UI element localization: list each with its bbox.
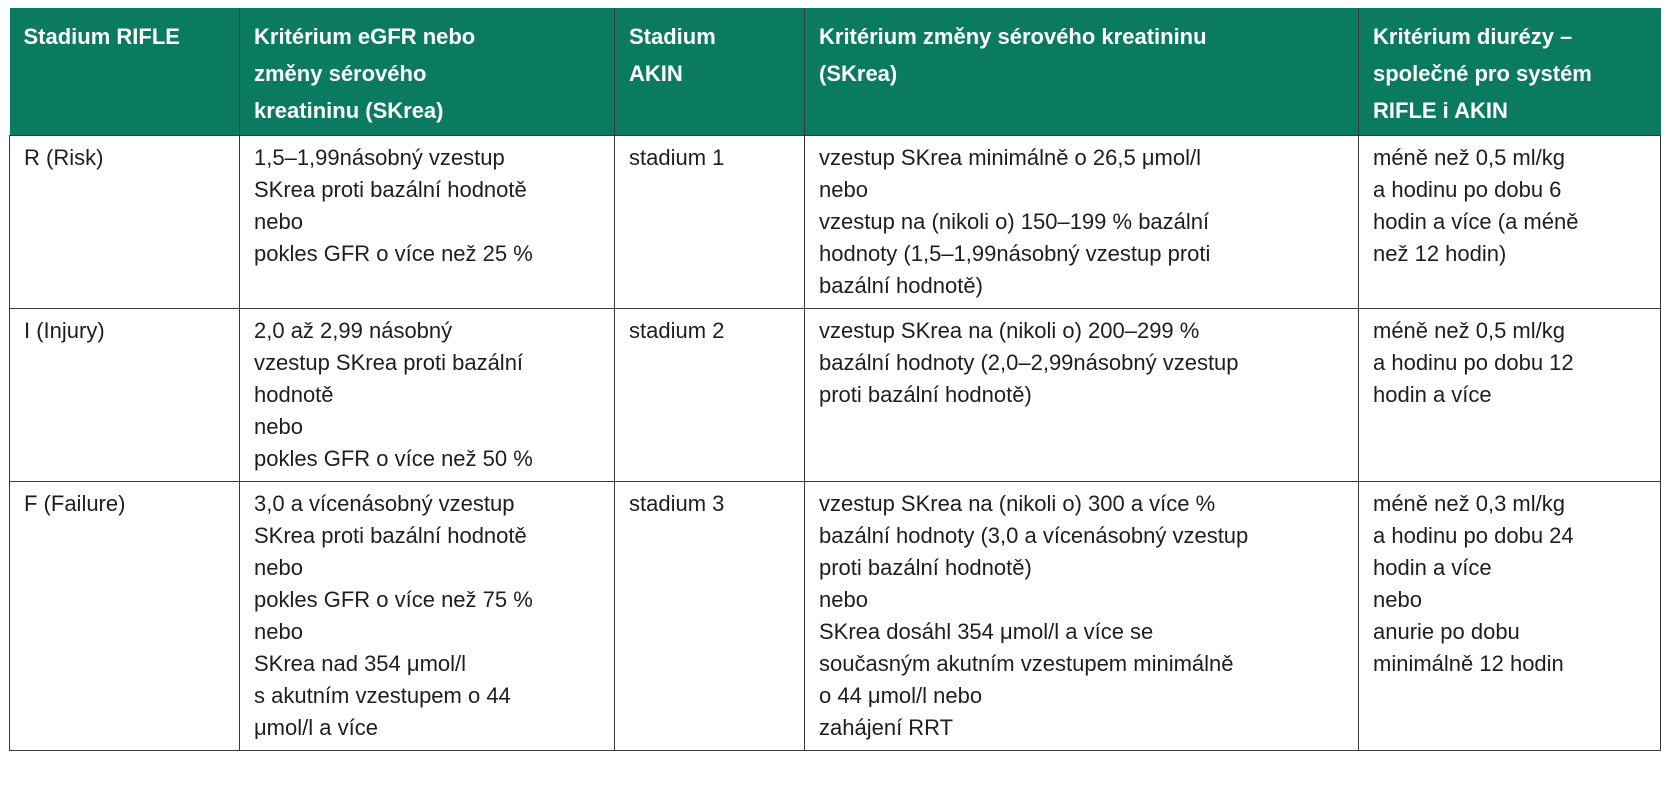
text-line: 1,5–1,99násobný vzestup	[254, 145, 505, 170]
text-line: Stadium RIFLE	[23, 24, 180, 49]
cell-skrea-criterion	[805, 482, 1359, 751]
text-line: vzestup SKrea minimálně o 26,5 μmol/l	[819, 145, 1201, 170]
text-line: než 12 hodin)	[1373, 241, 1507, 266]
header-row	[10, 8, 1661, 136]
text-line: 3,0 a vícenásobný vzestup	[254, 491, 515, 516]
table-row	[10, 136, 1661, 309]
text-line: nebo	[819, 587, 868, 612]
text-line: a hodinu po dobu 6	[1373, 177, 1562, 202]
text-line: pokles GFR o více než 75 %	[254, 587, 533, 612]
cell-egfr-criterion	[240, 482, 615, 751]
text-line: I (Injury)	[24, 318, 105, 343]
text-line: F (Failure)	[24, 491, 126, 516]
text-line: SKrea proti bazální hodnotě	[254, 523, 527, 548]
cell-rifle-stage	[10, 482, 240, 751]
cell-diuresis-criterion	[1359, 482, 1661, 751]
cell-rifle-stage	[10, 309, 240, 482]
rifle-akin-criteria-table	[9, 8, 1661, 751]
cell-egfr-criterion	[240, 136, 615, 309]
cell-egfr-criterion	[240, 309, 615, 482]
cell-diuresis-criterion	[1359, 309, 1661, 482]
text-line: stadium 3	[629, 491, 725, 516]
cell-diuresis-criterion	[1359, 136, 1661, 309]
header-egfr-criterion	[240, 8, 615, 136]
text-line: bazální hodnotě)	[819, 273, 983, 298]
text-line: pokles GFR o více než 50 %	[254, 446, 533, 471]
header-stadium-akin	[615, 8, 805, 136]
text-line: hodin a více (a méně	[1373, 209, 1579, 234]
text-line: a hodinu po dobu 12	[1373, 350, 1574, 375]
cell-akin-stage	[615, 482, 805, 751]
text-line: změny sérového	[254, 61, 427, 86]
text-line: kreatininu (SKrea)	[254, 98, 444, 123]
text-line: SKrea nad 354 μmol/l	[254, 651, 467, 676]
cell-skrea-criterion	[805, 136, 1359, 309]
text-line: SKrea proti bazální hodnotě	[254, 177, 527, 202]
text-line: proti bazální hodnotě)	[819, 555, 1032, 580]
text-line: Kritérium diurézy –	[1373, 24, 1573, 49]
text-line: stadium 2	[629, 318, 725, 343]
text-line: anurie po dobu	[1373, 619, 1520, 644]
text-line: (SKrea)	[819, 61, 898, 86]
text-line: vzestup SKrea proti bazální	[254, 350, 524, 375]
text-line: nebo	[254, 555, 303, 580]
table-row	[10, 309, 1661, 482]
text-line: méně než 0,5 ml/kg	[1373, 318, 1565, 343]
cell-akin-stage	[615, 136, 805, 309]
cell-rifle-stage	[10, 136, 240, 309]
text-line: proti bazální hodnotě)	[819, 382, 1032, 407]
table-row	[10, 482, 1661, 751]
text-line: Kritérium změny sérového kreatininu	[819, 24, 1207, 49]
text-line: vzestup na (nikoli o) 150–199 % bazální	[819, 209, 1210, 234]
text-line: vzestup SKrea na (nikoli o) 200–299 %	[819, 318, 1200, 343]
text-line: bazální hodnoty (2,0–2,99násobný vzestup	[819, 350, 1239, 375]
criteria-table-container	[9, 8, 1660, 751]
header-diuresis-criterion	[1359, 8, 1661, 136]
text-line: minimálně 12 hodin	[1373, 651, 1564, 676]
text-line: nebo	[819, 177, 868, 202]
text-line: R (Risk)	[24, 145, 104, 170]
header-skrea-criterion	[805, 8, 1359, 136]
text-line: hodnoty (1,5–1,99násobný vzestup proti	[819, 241, 1211, 266]
text-line: Kritérium eGFR nebo	[254, 24, 476, 49]
text-line: nebo	[254, 414, 303, 439]
header-stadium-rifle	[10, 8, 240, 136]
cell-skrea-criterion	[805, 309, 1359, 482]
text-line: o 44 μmol/l nebo	[819, 683, 983, 708]
text-line: μmol/l a více	[254, 715, 378, 740]
text-line: méně než 0,3 ml/kg	[1373, 491, 1565, 516]
text-line: nebo	[254, 209, 303, 234]
text-line: RIFLE i AKIN	[1373, 98, 1508, 123]
text-line: zahájení RRT	[819, 715, 954, 740]
text-line: méně než 0,5 ml/kg	[1373, 145, 1565, 170]
text-line: hodin a více	[1373, 555, 1492, 580]
text-line: Stadium	[629, 24, 716, 49]
text-line: hodin a více	[1373, 382, 1492, 407]
text-line: současným akutním vzestupem minimálně	[819, 651, 1234, 676]
text-line: a hodinu po dobu 24	[1373, 523, 1574, 548]
text-line: nebo	[1373, 587, 1422, 612]
text-line: nebo	[254, 619, 303, 644]
text-line: společné pro systém	[1373, 61, 1592, 86]
text-line: 2,0 až 2,99 násobný	[254, 318, 453, 343]
text-line: SKrea dosáhl 354 μmol/l a více se	[819, 619, 1154, 644]
text-line: hodnotě	[254, 382, 334, 407]
text-line: s akutním vzestupem o 44	[254, 683, 511, 708]
text-line: AKIN	[629, 61, 683, 86]
text-line: pokles GFR o více než 25 %	[254, 241, 533, 266]
text-line: vzestup SKrea na (nikoli o) 300 a více %	[819, 491, 1216, 516]
text-line: bazální hodnoty (3,0 a vícenásobný vzestup	[819, 523, 1249, 548]
text-line: stadium 1	[629, 145, 725, 170]
cell-akin-stage	[615, 309, 805, 482]
